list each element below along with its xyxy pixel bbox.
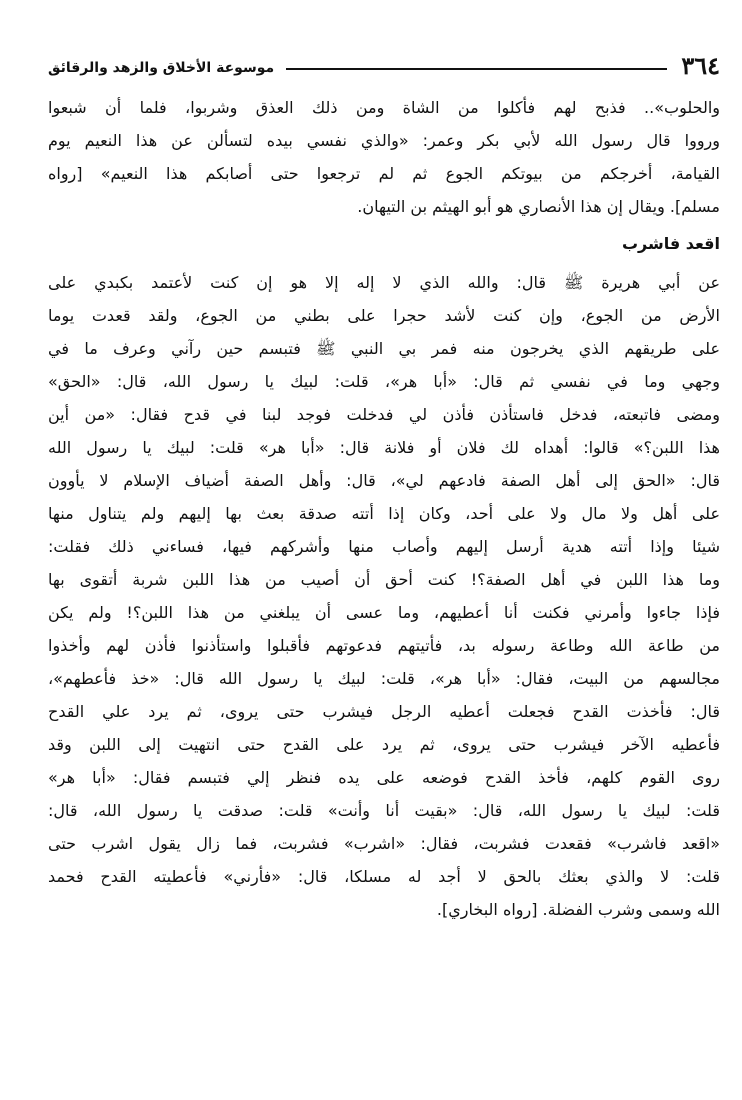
paragraph-line: على أهل ولا مال ولا على أحد، وكان إذا أتته صدقة بعث بها إليهم ولم يتناول منها xyxy=(48,504,720,523)
continuation-line: والحلوب».. فذبح لهم فأكلوا من الشاة ومن ذلك العذق وشربوا، فلما أن شبعوا xyxy=(48,98,720,117)
continuation-line: ورووا قال رسول الله لأبي بكر وعمر: «والذي نفسي بيده لتسألن عن هذا النعيم يوم xyxy=(48,131,720,150)
running-header xyxy=(48,44,720,80)
paragraph-line: مجالسهم من البيت، فقال: «أبا هر»، قلت: لبيك يا رسول الله قال: «خذ فأعطهم»، xyxy=(48,669,720,688)
paragraph-line: الأرض من الجوع، وإن كنت لأشد حجرا على بطني من الجوع، ولقد قعدت يوما xyxy=(48,306,720,325)
continuation-line: القيامة، أخرجكم من بيوتكم الجوع ثم لم ترجعوا حتى أصابكم هذا النعيم» [رواه xyxy=(48,164,720,183)
paragraph-line: شيئا وإذا أتته هدية أرسل إليهم وأصاب منها وأشركهم فيها، فساءني ذلك فقلت: xyxy=(48,537,720,556)
paragraph-line: فأعطيه الآخر فيشرب حتى يروى، ثم يرد على القدح حتى انتهيت إلى اللبن وقد xyxy=(48,735,720,754)
paragraph-line: وما هذا اللبن في أهل الصفة؟! كنت أحق أن أصيب من هذا اللبن شربة أتقوى بها xyxy=(48,570,720,589)
paragraph-line: ومضى فاتبعته، فدخل فاستأذن فأذن لي فدخلت فوجد لبنا في قدح فقال: «من أين xyxy=(48,405,720,424)
paragraph-line: وجهي وما في نفسي ثم قال: «أبا هر»، قلت: لبيك يا رسول الله، قال: «الحق» xyxy=(48,372,720,391)
paragraph-line: «اقعد فاشرب» فقعدت فشربت، فقال: «اشرب» فشربت، فما زال يقول اشرب حتى xyxy=(48,834,720,853)
section-heading: اقعد فاشرب xyxy=(621,234,720,253)
continuation-line: مسلم]. ويقال إن هذا الأنصاري هو أبو الهيثم بن التيهان. xyxy=(357,197,720,216)
paragraph-line: قلت: لبيك يا رسول الله، قال: «بقيت أنا وأنت» قلت: صدقت يا رسول الله، قال: xyxy=(48,801,720,820)
paragraph-line: هذا اللبن؟» قالوا: أهداه لك فلان أو فلانة قال: «أبا هر» قلت: لبيك يا رسول الله xyxy=(48,438,720,457)
paragraph-line: على طريقهم الذي يخرجون منه فمر بي النبي ﷺ فتبسم حين رآني وعرف ما في xyxy=(48,339,720,358)
paragraph-line: قال: «الحق إلى أهل الصفة فادعهم لي»، قال: وأهل الصفة أضياف الإسلام لا يأوون xyxy=(48,471,720,490)
paragraph-line: قلت: لا والذي بعثك بالحق لا أجد له مسلكا، قال: «فأرني» فأعطيته القدح فحمد xyxy=(48,867,720,886)
paragraph-line: روى القوم كلهم، فأخذ القدح فوضعه على يده فنظر إلي فتبسم فقال: «أبا هر» xyxy=(48,768,720,787)
paragraph-line: عن أبي هريرة ﷺ قال: والله الذي لا إله إلا هو إن كنت لأعتمد بكبدي على xyxy=(48,273,720,292)
paragraph-line: قال: فأخذت القدح فجعلت أعطيه الرجل فيشرب حتى يروى، ثم يرد علي القدح xyxy=(48,702,720,721)
book-title: موسوعة الأخلاق والزهد والرقائق xyxy=(48,60,275,76)
header-rule xyxy=(286,68,667,70)
paragraph-line: الله وسمى وشرب الفضلة. [رواه البخاري]. xyxy=(436,900,720,919)
paragraph-line: من طاعة الله وطاعة رسوله بد، فأتيتهم فدعوتهم فأقبلوا واستأذنوا فأذن لهم وأخذوا xyxy=(48,636,720,655)
paragraph-line: فإذا جاءوا وأمرني فكنت أنا أعطيهم، وما عسى أن يبلغني من هذا اللبن؟! ولم يكن xyxy=(48,603,720,622)
page-body xyxy=(48,91,720,926)
page-number: ٣٦٤ xyxy=(681,51,720,80)
